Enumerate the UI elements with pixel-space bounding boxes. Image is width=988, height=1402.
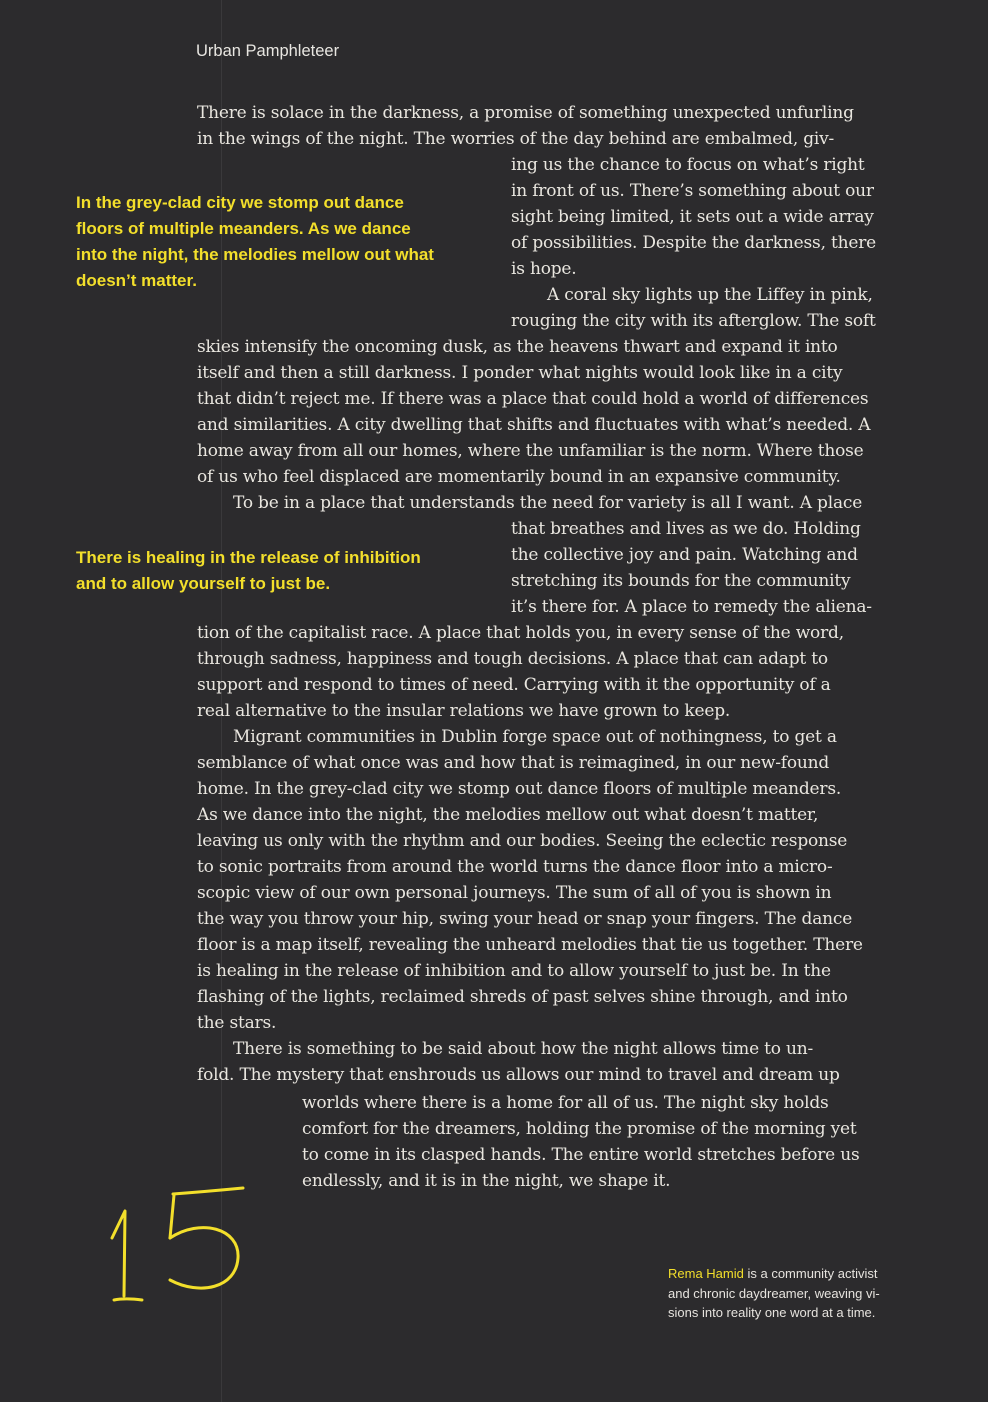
text-line: that breathes and lives as we do. Holding [511,519,861,539]
text-line: of us who feel displaced are momentarily bound in an expansive community. [197,467,841,487]
text-line: scopic view of our own personal journeys. The sum of all of you is shown in [197,883,832,903]
text-line: fold. The mystery that enshrouds us allows our mind to travel and dream up [197,1065,840,1085]
page-number [100,1178,260,1313]
text-line: sight being limited, it sets out a wide array [511,207,874,227]
text-line: home away from all our homes, where the unfamiliar is the norm. Where those [197,441,864,461]
text-line: in the wings of the night. The worries of the day behind are embalmed, giv- [197,129,835,149]
text-line: to come in its clasped hands. The entire world stretches before us [302,1145,860,1165]
text-line: endlessly, and it is in the night, we shape it. [302,1171,671,1191]
pull-quote-line: There is healing in the release of inhibition [76,548,421,567]
text-line: comfort for the dreamers, holding the promise of the morning yet [302,1119,857,1139]
bio-line: sions into reality one word at a time. [668,1305,876,1320]
text-line: is healing in the release of inhibition and to allow yourself to just be. In the [197,961,831,981]
text-line: home. In the grey-clad city we stomp out dance floors of multiple meanders. [197,779,842,799]
pull-quote-line: and to allow yourself to just be. [76,574,331,593]
author-bio [668,1264,880,1323]
article-block-4 [511,516,872,620]
text-line: Migrant communities in Dublin forge space out of nothingness, to get a [233,727,837,747]
text-line: real alternative to the insular relations we have grown to keep. [197,701,731,721]
bio-line: and chronic daydreamer, weaving vi- [668,1285,880,1301]
article-block-3 [197,334,870,516]
text-line: stretching its bounds for the community [511,571,851,591]
text-line: itself and then a still darkness. I ponder what nights would look like in a city [197,363,843,383]
pull-quote-2 [76,545,421,597]
bio-line [668,1264,880,1284]
pull-quote-line: doesn’t matter. [76,271,197,290]
author-name: Rema Hamid [668,1266,744,1281]
text-line: semblance of what once was and how that is reimagined, in our new-found [197,753,830,773]
text-line: A coral sky lights up the Liffey in pink, [547,285,873,305]
text-line: leaving us only with the rhythm and our bodies. Seeing the eclectic response [197,831,848,851]
article-block-1 [197,100,854,152]
article-block-2 [511,152,876,334]
text-line: the collective joy and pain. Watching and [511,545,858,565]
text-line: in front of us. There’s something about our [511,181,874,201]
publication-name: Urban Pamphleteer [196,42,340,60]
text-line: it’s there for. A place to remedy the aliena- [511,597,872,617]
text-line: flashing of the lights, reclaimed shreds of past selves shine through, and into [197,987,848,1007]
text-line: floor is a map itself, revealing the unheard melodies that tie us together. There [197,935,863,955]
text-line: rouging the city with its afterglow. The soft [511,311,876,331]
text-line: ing us the chance to focus on what’s right [511,155,865,175]
text-line: There is something to be said about how the night allows time to un- [233,1039,814,1059]
text-line: to sonic portraits from around the world turns the dance floor into a micro- [197,857,833,877]
text-line: tion of the capitalist race. A place that holds you, in every sense of the word, [197,623,844,643]
article-block-5 [197,620,863,1088]
text-line: is hope. [511,259,577,279]
text-line: support and respond to times of need. Carrying with it the opportunity of a [197,675,831,695]
text-line: the stars. [197,1013,277,1033]
pull-quote-1 [76,190,434,294]
pull-quote-line: into the night, the melodies mellow out what [76,245,434,264]
text-line: There is solace in the darkness, a promise of something unexpected unfurling [197,103,854,123]
page-number-drawing [100,1178,260,1313]
text-line: To be in a place that understands the need for variety is all I want. A place [233,493,863,513]
text-line: of possibilities. Despite the darkness, there [511,233,877,253]
text-line: skies intensify the oncoming dusk, as the heavens thwart and expand it into [197,337,838,357]
article-block-6 [302,1090,860,1194]
bio-text: is a community activist [743,1266,878,1281]
text-line: worlds where there is a home for all of us. The night sky holds [302,1093,829,1113]
pull-quote-line: In the grey-clad city we stomp out dance [76,193,404,212]
pull-quote-line: floors of multiple meanders. As we dance [76,219,411,238]
text-line: through sadness, happiness and tough decisions. A place that can adapt to [197,649,828,669]
text-line: and similarities. A city dwelling that shifts and fluctuates with what’s needed. A [197,415,871,435]
text-line: the way you throw your hip, swing your head or snap your fingers. The dance [197,909,853,929]
text-line: that didn’t reject me. If there was a place that could hold a world of differences [197,389,869,409]
text-line: As we dance into the night, the melodies mellow out what doesn’t matter, [197,805,819,825]
